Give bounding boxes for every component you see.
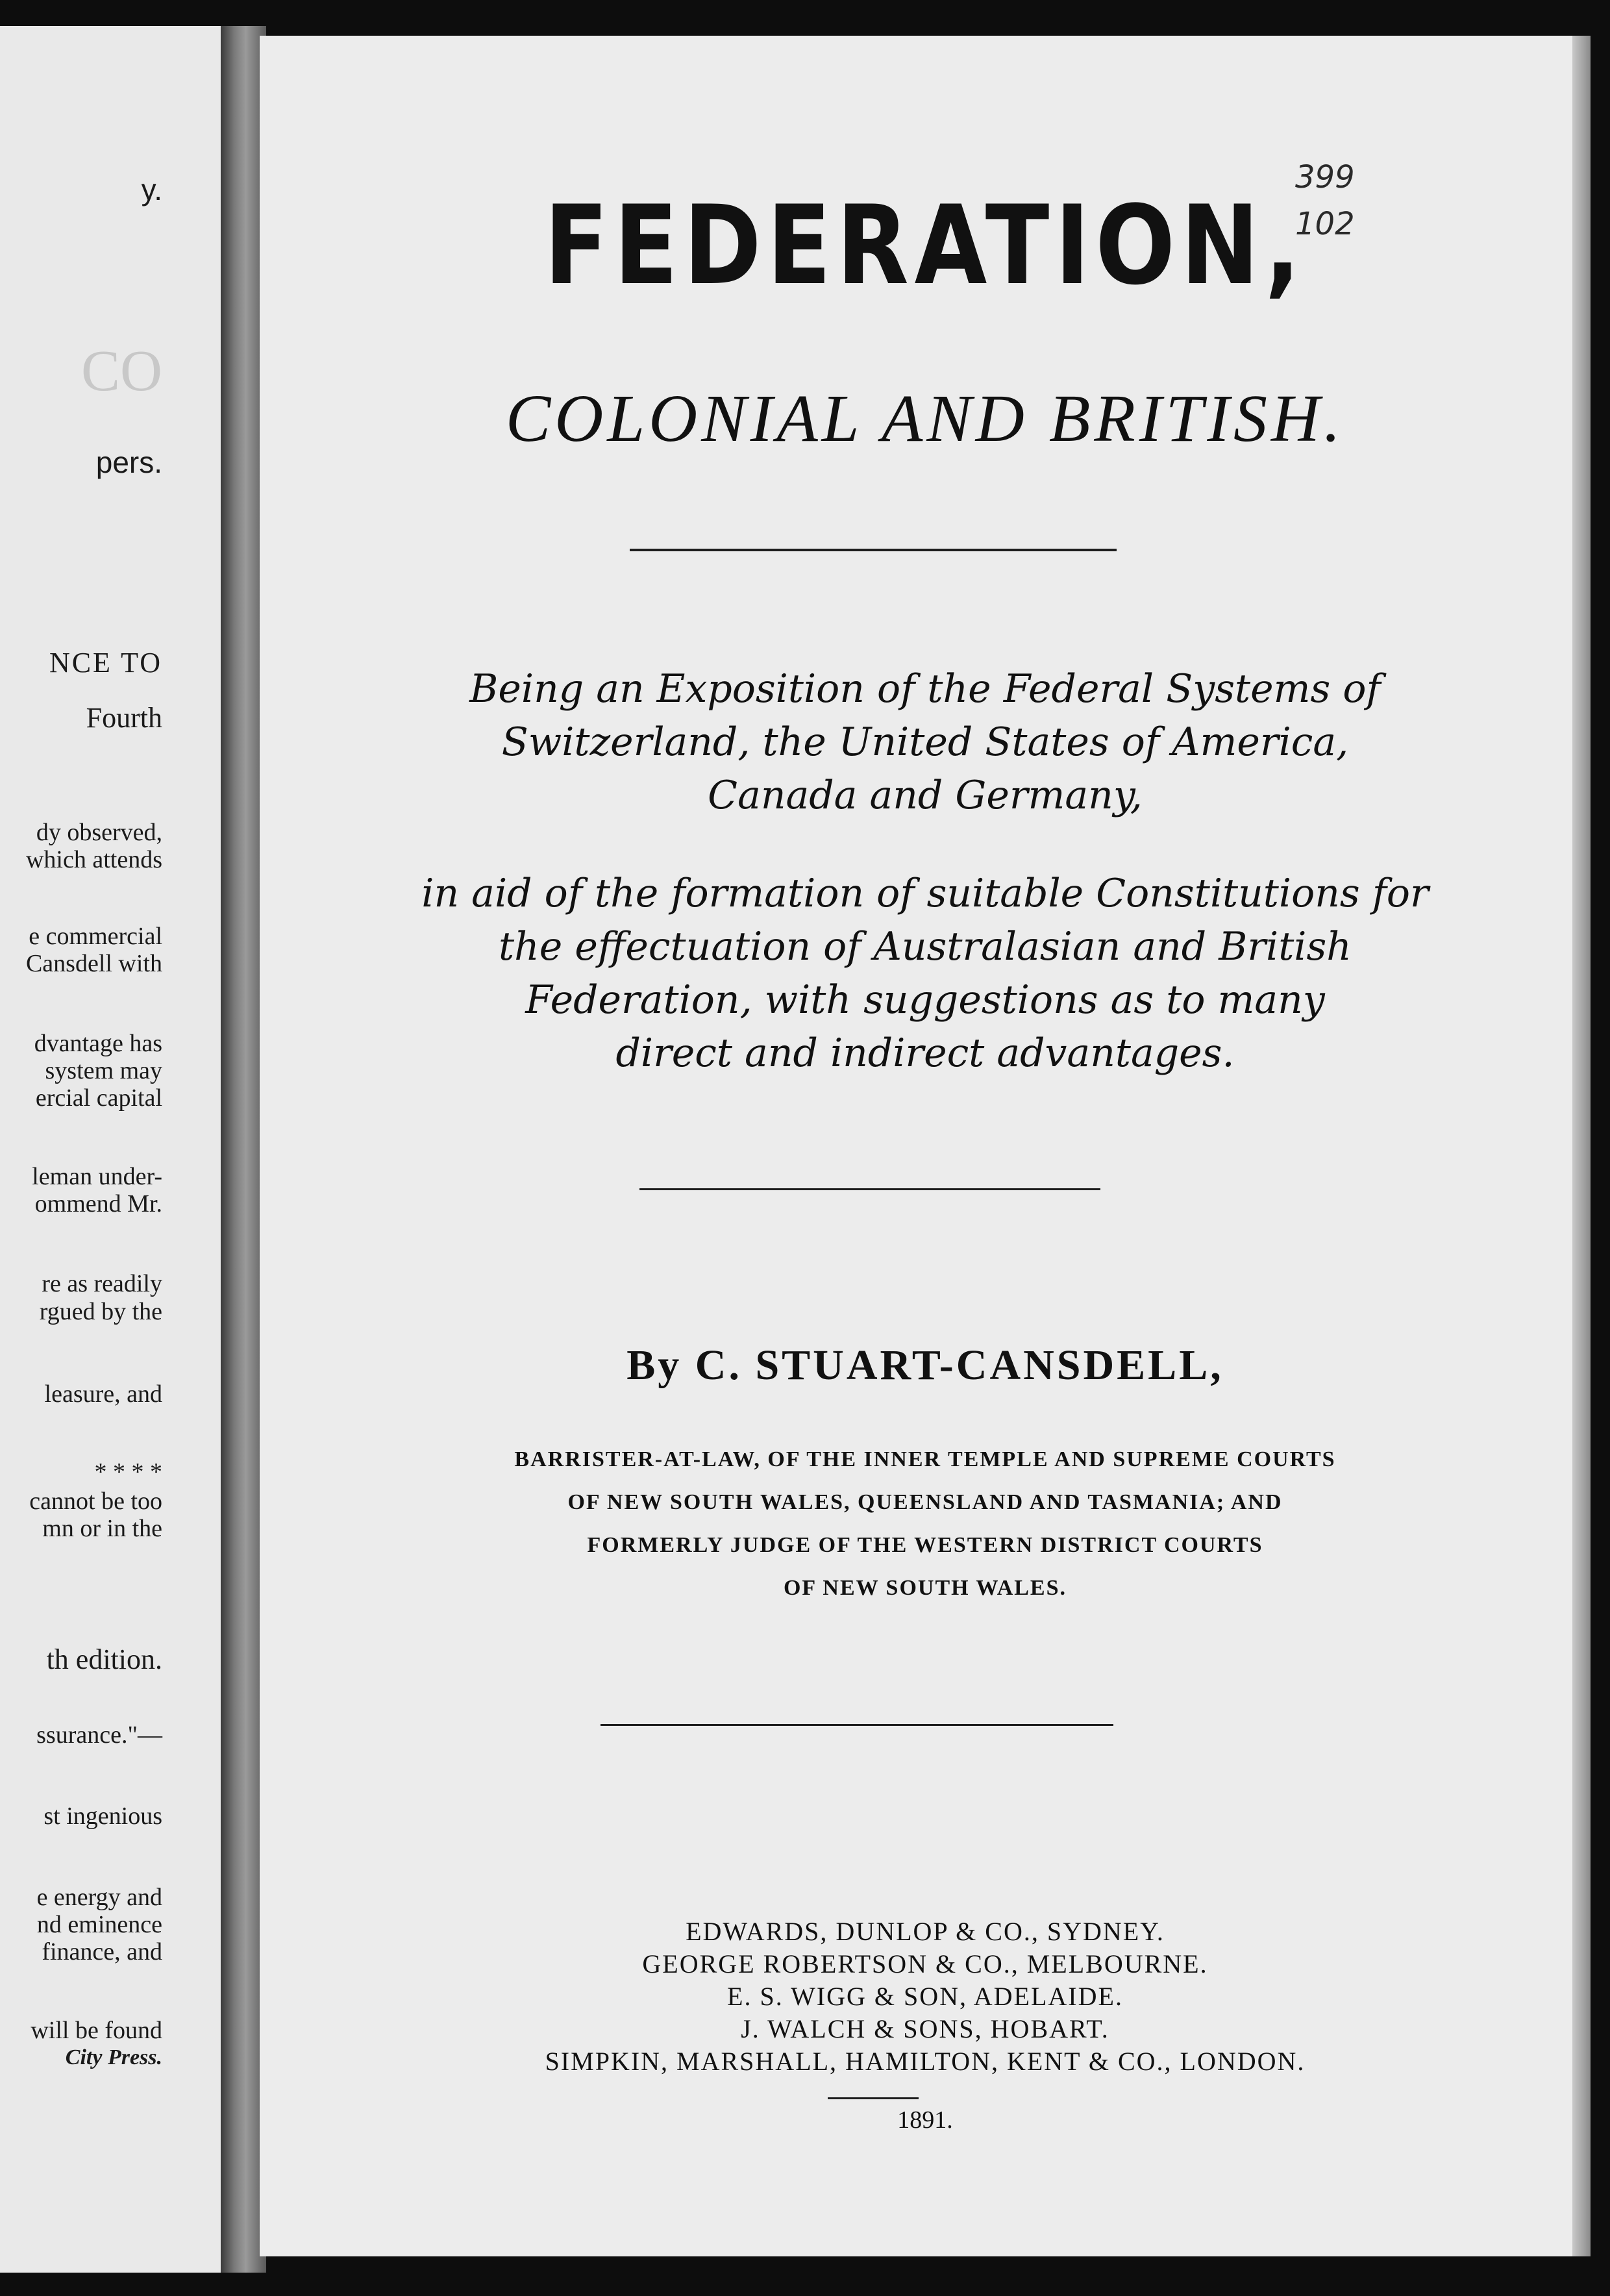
left-faint-letters: CO bbox=[80, 339, 162, 403]
left-fragment: ssurance."— bbox=[36, 1721, 162, 1749]
author-credentials bbox=[260, 1438, 1591, 1610]
facing-page-left bbox=[0, 26, 221, 2273]
divider-rule bbox=[601, 1724, 1113, 1726]
left-fragment: leasure, and bbox=[44, 1380, 162, 1408]
left-fragment: Cansdell with bbox=[25, 950, 162, 977]
left-fragment: Fourth bbox=[86, 702, 162, 734]
left-fragment: leman under- bbox=[32, 1163, 162, 1190]
description-line: Switzerland, the United States of America, bbox=[501, 719, 1349, 765]
left-fragment: cannot be too bbox=[29, 1488, 162, 1515]
left-fragment: re as readily bbox=[42, 1270, 162, 1297]
handwritten-note: 102 bbox=[1295, 206, 1355, 242]
left-fragment: th edition. bbox=[46, 1643, 162, 1675]
description-line: direct and indirect advantages. bbox=[615, 1030, 1235, 1076]
left-fragment: e energy and bbox=[36, 1884, 162, 1911]
publisher-line: E. S. WIGG & SON, ADELAIDE. bbox=[727, 1982, 1123, 2011]
description-line: Canada and Germany, bbox=[708, 773, 1143, 818]
publication-year: 1891. bbox=[897, 2106, 953, 2134]
handwritten-note: 399 bbox=[1295, 159, 1355, 195]
publisher-line: SIMPKIN, MARSHALL, HAMILTON, KENT & CO., LONDON. bbox=[545, 2047, 1306, 2076]
author-byline: By C. STUART-CANSDELL, bbox=[626, 1341, 1224, 1389]
left-fragment: st ingenious bbox=[43, 1803, 162, 1830]
divider-rule bbox=[639, 1188, 1100, 1190]
credential-line: BARRISTER-AT-LAW, OF THE INNER TEMPLE AND SUPREME COURTS bbox=[514, 1447, 1336, 1471]
credential-line: FORMERLY JUDGE OF THE WESTERN DISTRICT COURTS bbox=[587, 1533, 1263, 1557]
left-fragment: will be found bbox=[31, 2017, 162, 2044]
left-fragment: y. bbox=[141, 173, 162, 206]
description-line: the effectuation of Australasian and British bbox=[499, 924, 1352, 969]
left-fragment: system may bbox=[45, 1057, 162, 1084]
left-fragment: finance, and bbox=[42, 1938, 162, 1965]
left-fragment: pers. bbox=[95, 445, 162, 479]
left-fragment: e commercial bbox=[29, 923, 162, 950]
left-fragment: rgued by the bbox=[39, 1298, 162, 1325]
credential-line: OF NEW SOUTH WALES, QUEENSLAND AND TASMANIA; AND bbox=[567, 1490, 1283, 1514]
description-block-2 bbox=[260, 867, 1591, 1080]
book-title: FEDERATION, bbox=[544, 182, 1306, 309]
description-line: Federation, with suggestions as to many bbox=[525, 977, 1325, 1023]
publisher-line: EDWARDS, DUNLOP & CO., SYDNEY. bbox=[686, 1917, 1165, 1946]
left-fragment: dy observed, bbox=[36, 819, 162, 846]
publisher-line: GEORGE ROBERTSON & CO., MELBOURNE. bbox=[642, 1949, 1208, 1978]
publisher-line: J. WALCH & SONS, HOBART. bbox=[741, 2014, 1109, 2043]
book-subtitle: COLONIAL AND BRITISH. bbox=[505, 381, 1345, 456]
publishers-list bbox=[260, 1915, 1591, 2078]
title-page bbox=[260, 36, 1591, 2256]
left-fragment: ommend Mr. bbox=[34, 1190, 162, 1217]
description-line: Being an Exposition of the Federal Systems of bbox=[469, 666, 1381, 712]
divider-rule bbox=[630, 549, 1117, 551]
left-fragment: * * * * bbox=[94, 1458, 162, 1486]
credential-line: OF NEW SOUTH WALES. bbox=[783, 1576, 1067, 1600]
left-fragment: City Press. bbox=[65, 2045, 162, 2069]
left-fragment: NCE TO bbox=[49, 647, 162, 679]
left-fragment: which attends bbox=[25, 846, 162, 873]
left-fragment: ercial capital bbox=[35, 1084, 162, 1112]
left-fragment: nd eminence bbox=[36, 1911, 162, 1938]
year-rule bbox=[828, 2097, 919, 2099]
description-block-1 bbox=[260, 662, 1591, 822]
description-line: in aid of the formation of suitable Constitutions for bbox=[421, 871, 1429, 916]
left-fragment: dvantage has bbox=[34, 1030, 162, 1057]
left-fragment: mn or in the bbox=[42, 1515, 162, 1542]
